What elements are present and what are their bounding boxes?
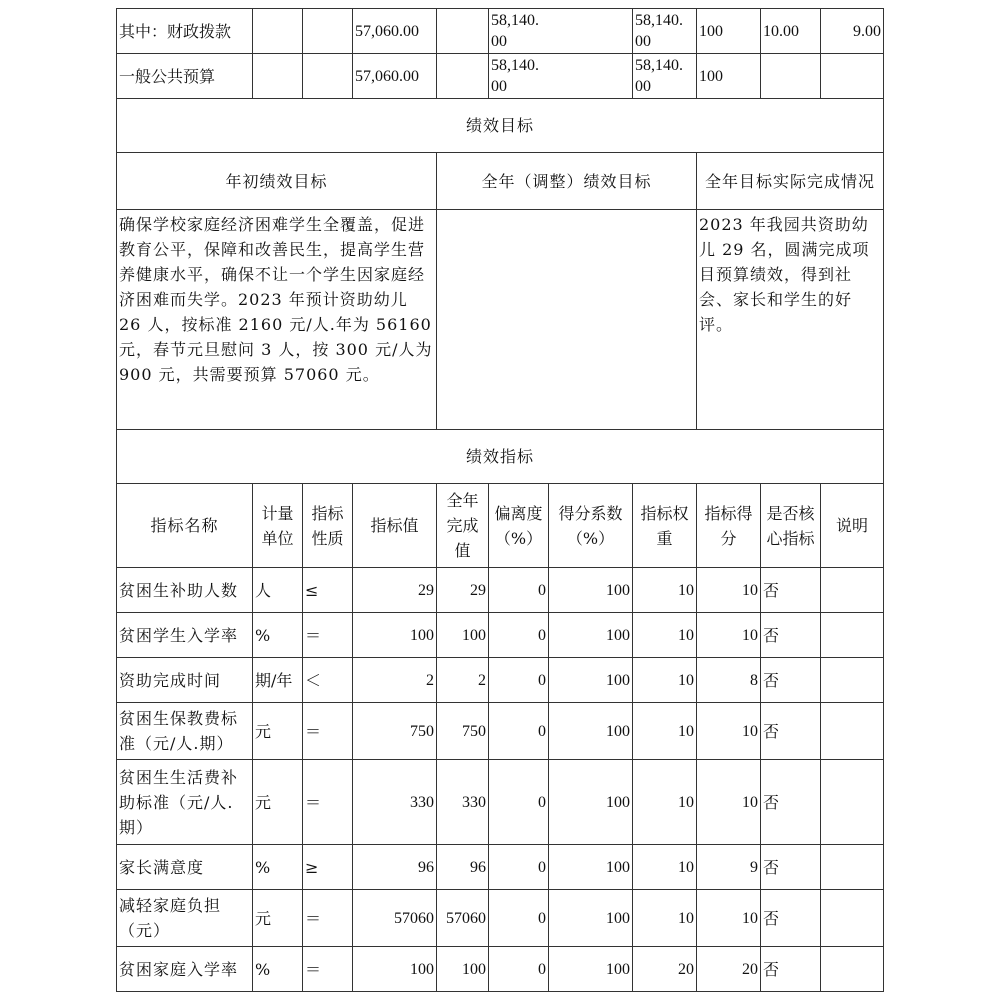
budget-name: 其中：财政拨款 bbox=[117, 9, 253, 54]
indicator-note bbox=[821, 613, 884, 658]
indicator-coef: 100 bbox=[549, 568, 633, 613]
indicator-unit: 元 bbox=[253, 890, 303, 947]
indicator-weight: 20 bbox=[633, 947, 697, 992]
indicator-weight: 10 bbox=[633, 703, 697, 760]
indicator-name: 家长满意度 bbox=[117, 845, 253, 890]
indicator-nature: ＝ bbox=[303, 703, 353, 760]
indicator-nature: ＝ bbox=[303, 890, 353, 947]
goals-header-initial: 年初绩效目标 bbox=[117, 153, 437, 210]
indicator-core: 否 bbox=[761, 568, 821, 613]
indicator-row bbox=[117, 613, 884, 658]
indicator-core: 否 bbox=[761, 890, 821, 947]
indicator-actual: 100 bbox=[437, 613, 489, 658]
header-cell: 是否核心指标 bbox=[761, 484, 821, 568]
indicator-coef: 100 bbox=[549, 658, 633, 703]
indicator-weight: 10 bbox=[633, 658, 697, 703]
indicator-nature: ≤ bbox=[303, 568, 353, 613]
indicator-coef: 100 bbox=[549, 947, 633, 992]
indicator-unit: % bbox=[253, 845, 303, 890]
indicator-deviation: 0 bbox=[489, 890, 549, 947]
indicator-target: 2 bbox=[353, 658, 437, 703]
indicator-name: 贫困生生活费补助标准（元/人.期） bbox=[117, 760, 253, 845]
indicator-nature: ＝ bbox=[303, 947, 353, 992]
indicator-nature: ≥ bbox=[303, 845, 353, 890]
indicator-unit: 人 bbox=[253, 568, 303, 613]
budget-cell bbox=[437, 54, 489, 99]
indicator-score: 10 bbox=[697, 760, 761, 845]
goals-section-title: 绩效目标 bbox=[117, 99, 884, 153]
budget-cell bbox=[303, 54, 353, 99]
indicator-target: 100 bbox=[353, 947, 437, 992]
indicator-score: 8 bbox=[697, 658, 761, 703]
indicator-note bbox=[821, 845, 884, 890]
budget-adjusted: 58,140. 00 bbox=[489, 9, 633, 54]
indicator-target: 750 bbox=[353, 703, 437, 760]
budget-score: 9.00 bbox=[821, 9, 884, 54]
indicator-coef: 100 bbox=[549, 845, 633, 890]
budget-executed: 58,140. 00 bbox=[633, 9, 697, 54]
indicator-name: 贫困学生入学率 bbox=[117, 613, 253, 658]
indicator-unit: 元 bbox=[253, 703, 303, 760]
indicator-target: 57060 bbox=[353, 890, 437, 947]
budget-cell bbox=[303, 9, 353, 54]
header-cell: 偏离度（%） bbox=[489, 484, 549, 568]
indicators-header-row bbox=[117, 484, 884, 568]
indicator-deviation: 0 bbox=[489, 703, 549, 760]
indicator-target: 96 bbox=[353, 845, 437, 890]
indicator-note bbox=[821, 947, 884, 992]
indicator-coef: 100 bbox=[549, 613, 633, 658]
indicator-row bbox=[117, 703, 884, 760]
header-cell: 计量单位 bbox=[253, 484, 303, 568]
goals-header-adjusted: 全年（调整）绩效目标 bbox=[437, 153, 697, 210]
indicator-note bbox=[821, 890, 884, 947]
indicator-name: 贫困生补助人数 bbox=[117, 568, 253, 613]
indicator-row bbox=[117, 760, 884, 845]
budget-initial: 57,060.00 bbox=[353, 9, 437, 54]
indicator-deviation: 0 bbox=[489, 760, 549, 845]
budget-cell bbox=[253, 54, 303, 99]
indicator-actual: 29 bbox=[437, 568, 489, 613]
indicator-weight: 10 bbox=[633, 845, 697, 890]
header-cell: 指标值 bbox=[353, 484, 437, 568]
budget-cell bbox=[253, 9, 303, 54]
header-cell: 说明 bbox=[821, 484, 884, 568]
header-cell: 全年完成值 bbox=[437, 484, 489, 568]
budget-weight: 10.00 bbox=[761, 9, 821, 54]
goals-adjusted-text bbox=[437, 210, 697, 430]
indicator-core: 否 bbox=[761, 703, 821, 760]
indicator-actual: 750 bbox=[437, 703, 489, 760]
performance-table bbox=[116, 8, 883, 992]
indicator-weight: 10 bbox=[633, 890, 697, 947]
indicator-row bbox=[117, 845, 884, 890]
indicator-actual: 96 bbox=[437, 845, 489, 890]
indicator-deviation: 0 bbox=[489, 658, 549, 703]
indicator-coef: 100 bbox=[549, 703, 633, 760]
indicator-weight: 10 bbox=[633, 760, 697, 845]
goals-initial-text: 确保学校家庭经济困难学生全覆盖，促进教育公平，保障和改善民生，提高学生营养健康水平，确保不让一个学生因家庭经济困难而失学。2023 年预计资助幼儿 26 人，按标准 2160 元/人.年为 56160 元，春节元旦慰问 3 人，按 300 元/人为 900 元，共需要预算 57060 元。 bbox=[117, 210, 437, 430]
indicators-section-title: 绩效指标 bbox=[117, 430, 884, 484]
budget-executed: 58,140. 00 bbox=[633, 54, 697, 99]
indicator-score: 10 bbox=[697, 568, 761, 613]
indicator-actual: 2 bbox=[437, 658, 489, 703]
indicator-actual: 57060 bbox=[437, 890, 489, 947]
budget-score bbox=[821, 54, 884, 99]
indicator-core: 否 bbox=[761, 947, 821, 992]
budget-row bbox=[117, 9, 884, 54]
indicator-actual: 100 bbox=[437, 947, 489, 992]
indicator-core: 否 bbox=[761, 845, 821, 890]
indicator-unit: 元 bbox=[253, 760, 303, 845]
budget-weight bbox=[761, 54, 821, 99]
goals-actual-text: 2023 年我园共资助幼儿 29 名，圆满完成项目预算绩效，得到社会、家长和学生的好评。 bbox=[697, 210, 884, 430]
indicator-score: 10 bbox=[697, 890, 761, 947]
goals-header-actual: 全年目标实际完成情况 bbox=[697, 153, 884, 210]
indicator-name: 贫困家庭入学率 bbox=[117, 947, 253, 992]
indicator-row bbox=[117, 568, 884, 613]
indicator-deviation: 0 bbox=[489, 845, 549, 890]
indicator-actual: 330 bbox=[437, 760, 489, 845]
indicator-core: 否 bbox=[761, 658, 821, 703]
indicator-name: 减轻家庭负担（元） bbox=[117, 890, 253, 947]
indicator-nature: ＝ bbox=[303, 613, 353, 658]
indicator-score: 9 bbox=[697, 845, 761, 890]
indicator-note bbox=[821, 658, 884, 703]
indicator-coef: 100 bbox=[549, 890, 633, 947]
indicator-row bbox=[117, 658, 884, 703]
indicator-score: 10 bbox=[697, 613, 761, 658]
indicator-coef: 100 bbox=[549, 760, 633, 845]
indicator-deviation: 0 bbox=[489, 947, 549, 992]
indicator-note bbox=[821, 703, 884, 760]
budget-rate: 100 bbox=[697, 9, 761, 54]
indicator-nature: ＝ bbox=[303, 760, 353, 845]
header-cell: 指标权重 bbox=[633, 484, 697, 568]
performance-grid bbox=[116, 8, 884, 992]
indicator-nature: ＜ bbox=[303, 658, 353, 703]
indicator-unit: 期/年 bbox=[253, 658, 303, 703]
indicator-name: 贫困生保教费标准（元/人.期） bbox=[117, 703, 253, 760]
indicator-note bbox=[821, 760, 884, 845]
header-cell: 指标名称 bbox=[117, 484, 253, 568]
header-cell: 得分系数（%） bbox=[549, 484, 633, 568]
indicator-weight: 10 bbox=[633, 613, 697, 658]
indicator-target: 330 bbox=[353, 760, 437, 845]
budget-name: 一般公共预算 bbox=[117, 54, 253, 99]
indicator-core: 否 bbox=[761, 760, 821, 845]
budget-cell bbox=[437, 9, 489, 54]
indicator-unit: % bbox=[253, 613, 303, 658]
indicator-deviation: 0 bbox=[489, 613, 549, 658]
indicator-target: 29 bbox=[353, 568, 437, 613]
budget-adjusted: 58,140. 00 bbox=[489, 54, 633, 99]
indicator-row bbox=[117, 890, 884, 947]
budget-row bbox=[117, 54, 884, 99]
indicator-row bbox=[117, 947, 884, 992]
indicators-body bbox=[117, 568, 884, 992]
indicator-deviation: 0 bbox=[489, 568, 549, 613]
budget-initial: 57,060.00 bbox=[353, 54, 437, 99]
header-cell: 指标得分 bbox=[697, 484, 761, 568]
header-cell: 指标性质 bbox=[303, 484, 353, 568]
indicator-target: 100 bbox=[353, 613, 437, 658]
indicator-weight: 10 bbox=[633, 568, 697, 613]
budget-rate: 100 bbox=[697, 54, 761, 99]
indicator-unit: % bbox=[253, 947, 303, 992]
indicator-core: 否 bbox=[761, 613, 821, 658]
indicator-note bbox=[821, 568, 884, 613]
indicator-name: 资助完成时间 bbox=[117, 658, 253, 703]
indicator-score: 10 bbox=[697, 703, 761, 760]
indicator-score: 20 bbox=[697, 947, 761, 992]
